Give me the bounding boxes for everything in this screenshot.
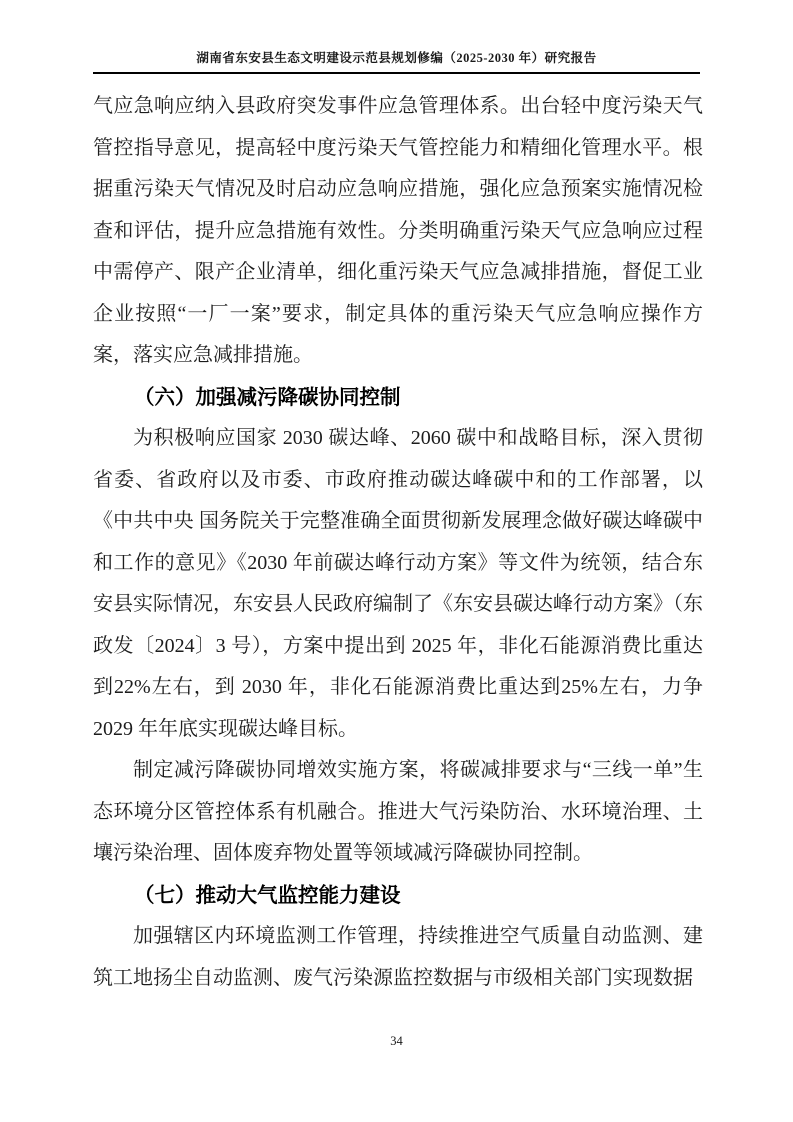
header-title: 湖南省东安县生态文明建设示范县规划修编（2025-2030 年）研究报告 — [196, 51, 597, 65]
body-paragraph: 制定减污降碳协同增效实施方案，将碳减排要求与“三线一单”生态环境分区管控体系有机融合。推进大气污染防治、水环境治理、土壤污染治理、固体废弃物处置等领域减污降碳协同控制。 — [93, 759, 703, 864]
document-body — [93, 86, 703, 999]
page-number: 34 — [390, 1034, 403, 1048]
section-heading-7: （七）推动大气监控能力建设 — [134, 883, 401, 907]
body-paragraph: 加强辖区内环境监测工作管理，持续推进空气质量自动监测、建筑工地扬尘自动监测、废气污染源监控数据与市级相关部门实现数据 — [93, 925, 703, 989]
section-heading-6: （六）加强减污降碳协同控制 — [134, 385, 401, 409]
body-paragraph: 为积极响应国家 2030 碳达峰、2060 碳中和战略目标，深入贯彻省委、省政府以及市委、市政府推动碳达峰碳中和的工作部署，以《中共中央 国务院关于完整准确全面贯彻新发展理念做好碳达峰碳中和工作的意见》《2030 年前碳达峰行动方案》等文件为统领，结合东安县实际情况，东安县人民政府编制了《东安县碳达峰行动方案》（东政发〔2024〕3 号），方案中提出到 2025 年，非化石能源消费比重达到22%左右，到 2030 年，非化石能源消费比重达到25%左右，力争 2029 年年底实现碳达峰目标。 — [93, 427, 703, 740]
page-header — [93, 48, 700, 74]
body-paragraph-continuation: 气应急响应纳入县政府突发事件应急管理体系。出台轻中度污染天气管控指导意见，提高轻中度污染天气管控能力和精细化管理水平。根据重污染天气情况及时启动应急响应措施，强化应急预案实施情况检查和评估，提升应急措施有效性。分类明确重污染天气应急响应过程中需停产、限产企业清单，细化重污染天气应急减排措施，督促工业企业按照“一厂一案”要求，制定具体的重污染天气应急响应操作方案，落实应急减排措施。 — [93, 95, 703, 366]
page-footer — [0, 1032, 793, 1050]
